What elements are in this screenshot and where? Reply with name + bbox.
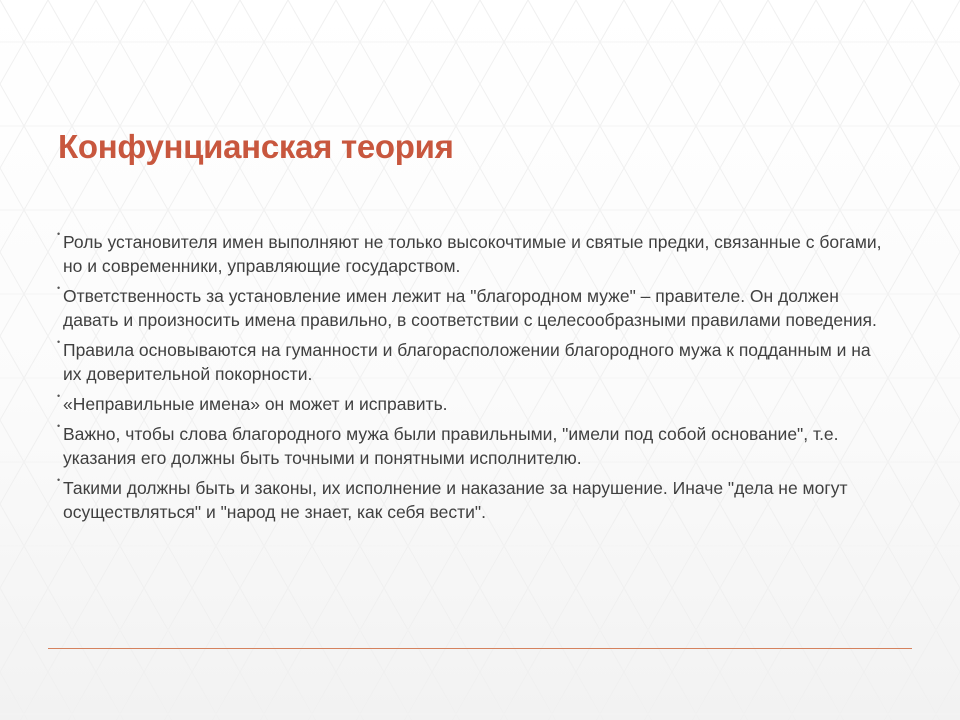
bullet-list	[58, 230, 888, 530]
bullet-text: Такими должны быть и законы, их исполнение и наказание за нарушение. Иначе "дела не могут осуществляться" и "народ не знает, как себя вести".	[63, 478, 848, 522]
list-item	[58, 338, 888, 386]
slide-title: Конфунцианская теория	[58, 128, 454, 165]
list-item	[58, 284, 888, 332]
bullet-text: Правила основываются на гуманности и благорасположении благородного мужа к подданным и на их доверительной покорности.	[63, 340, 871, 384]
bullet-icon: •	[57, 391, 61, 401]
bullet-icon: •	[57, 229, 61, 239]
bullet-text: Важно, чтобы слова благородного мужа были правильными, "имели под собой основание", т.е. указания его должны быть точными и понятными исполнителю.	[63, 424, 839, 468]
bullet-text: «Неправильные имена» он может и исправить.	[63, 394, 448, 414]
list-item	[58, 230, 888, 278]
bullet-text: Ответственность за установление имен лежит на "благородном муже" – правителе. Он должен давать и произносить имена правильно, в соответствии с целесообразными правилами поведения.	[63, 286, 877, 330]
bullet-icon: •	[57, 421, 61, 431]
bullet-icon: •	[57, 337, 61, 347]
list-item	[58, 476, 888, 524]
bullet-icon: •	[57, 475, 61, 485]
bullet-text: Роль установителя имен выполняют не только высокочтимые и святые предки, связанные с богами, но и современники, управляющие государством.	[63, 232, 882, 276]
list-item	[58, 422, 888, 470]
bullet-icon: •	[57, 283, 61, 293]
footer-divider	[48, 648, 912, 649]
list-item	[58, 392, 888, 416]
